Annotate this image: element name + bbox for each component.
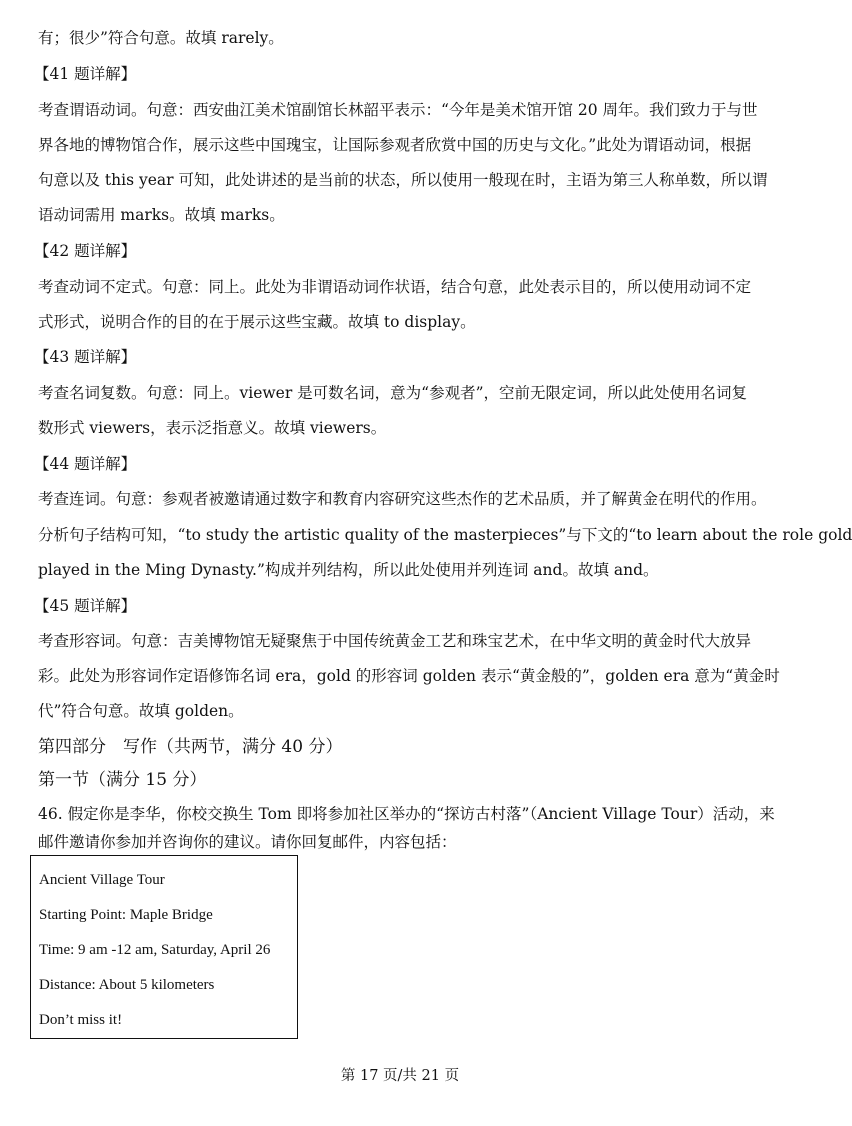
answer-text-line: 代”符合句意。故填 golden。 [38,702,244,720]
answer-text-line: 考查形容词。句意：吉美博物馆无疑聚焦于中国传统黄金工艺和珠宝艺术，在中华文明的黄金时代大放异 [38,632,752,650]
answer-text-line: 考查名词复数。句意：同上。viewer 是可数名词，意为“参观者”，空前无限定词，所以此处使用名词复 [38,384,748,402]
page-number: 第 17 页/共 21 页 [340,1068,460,1084]
answer-text-line: 式形式，说明合作的目的在于展示这些宝藏。故填 to display。 [38,313,476,331]
section-heading-part4: 第四部分 写作（共两节，满分 40 分） [38,737,343,757]
notice-time: Time: 9 am -12 am, Saturday, April 26 [39,942,271,958]
question-42-heading: 【42 题详解】 [34,242,137,260]
answer-text-line: 句意以及 this year 可知，此处讲述的是当前的状态，所以使用一般现在时，主语为第三人称单数，所以谓 [38,171,768,189]
answer-text-line: 考查谓语动词。句意：西安曲江美术馆副馆长林韶平表示：“今年是美术馆开馆 20 周年。我们致力于与世 [38,101,758,119]
answer-text-line: 界各地的博物馆合作，展示这些中国瑰宝，让国际参观者欣赏中国的历史与文化。”此处为谓语动词，根据 [38,136,752,154]
section-heading-part1: 第一节（满分 15 分） [38,770,207,790]
notice-distance: Distance: About 5 kilometers [39,977,215,993]
question-41-heading: 【41 题详解】 [34,65,137,83]
notice-starting-point: Starting Point: Maple Bridge [39,907,213,923]
answer-text-line: 分析句子结构可知，“to study the artistic quality of the masterpieces”与下文的“to learn about the role gold [38,526,852,544]
notice-title: Ancient Village Tour [39,872,165,888]
writing-prompt-line: 46. 假定你是李华，你校交换生 Tom 即将参加社区举办的“探访古村落”（Ancient Village Tour）活动，来 [38,805,775,823]
answer-text-line: 语动词需用 marks。故填 marks。 [38,206,285,224]
question-44-heading: 【44 题详解】 [34,455,137,473]
answer-text-line: 数形式 viewers，表示泛指意义。故填 viewers。 [38,419,387,437]
answer-text-line: 彩。此处为形容词作定语修饰名词 era，gold 的形容词 golden 表示“黄金般的”，golden era 意为“黄金时 [38,667,780,685]
tour-notice-box [30,855,298,1039]
answer-text-line: 有；很少”符合句意。故填 rarely。 [38,29,284,47]
notice-closing: Don’t miss it! [39,1012,123,1028]
answer-text-line: 考查连词。句意：参观者被邀请通过数字和教育内容研究这些杰作的艺术品质，并了解黄金在明代的作用。 [38,490,767,508]
question-43-heading: 【43 题详解】 [34,348,137,366]
answer-text-line: 考查动词不定式。句意：同上。此处为非谓语动词作状语，结合句意，此处表示目的，所以使用动词不定 [38,278,752,296]
writing-prompt-line: 邮件邀请你参加并咨询你的建议。请你回复邮件，内容包括： [38,833,457,851]
answer-text-line: played in the Ming Dynasty.”构成并列结构，所以此处使用并列连词 and。故填 and。 [38,561,659,579]
question-45-heading: 【45 题详解】 [34,597,137,615]
